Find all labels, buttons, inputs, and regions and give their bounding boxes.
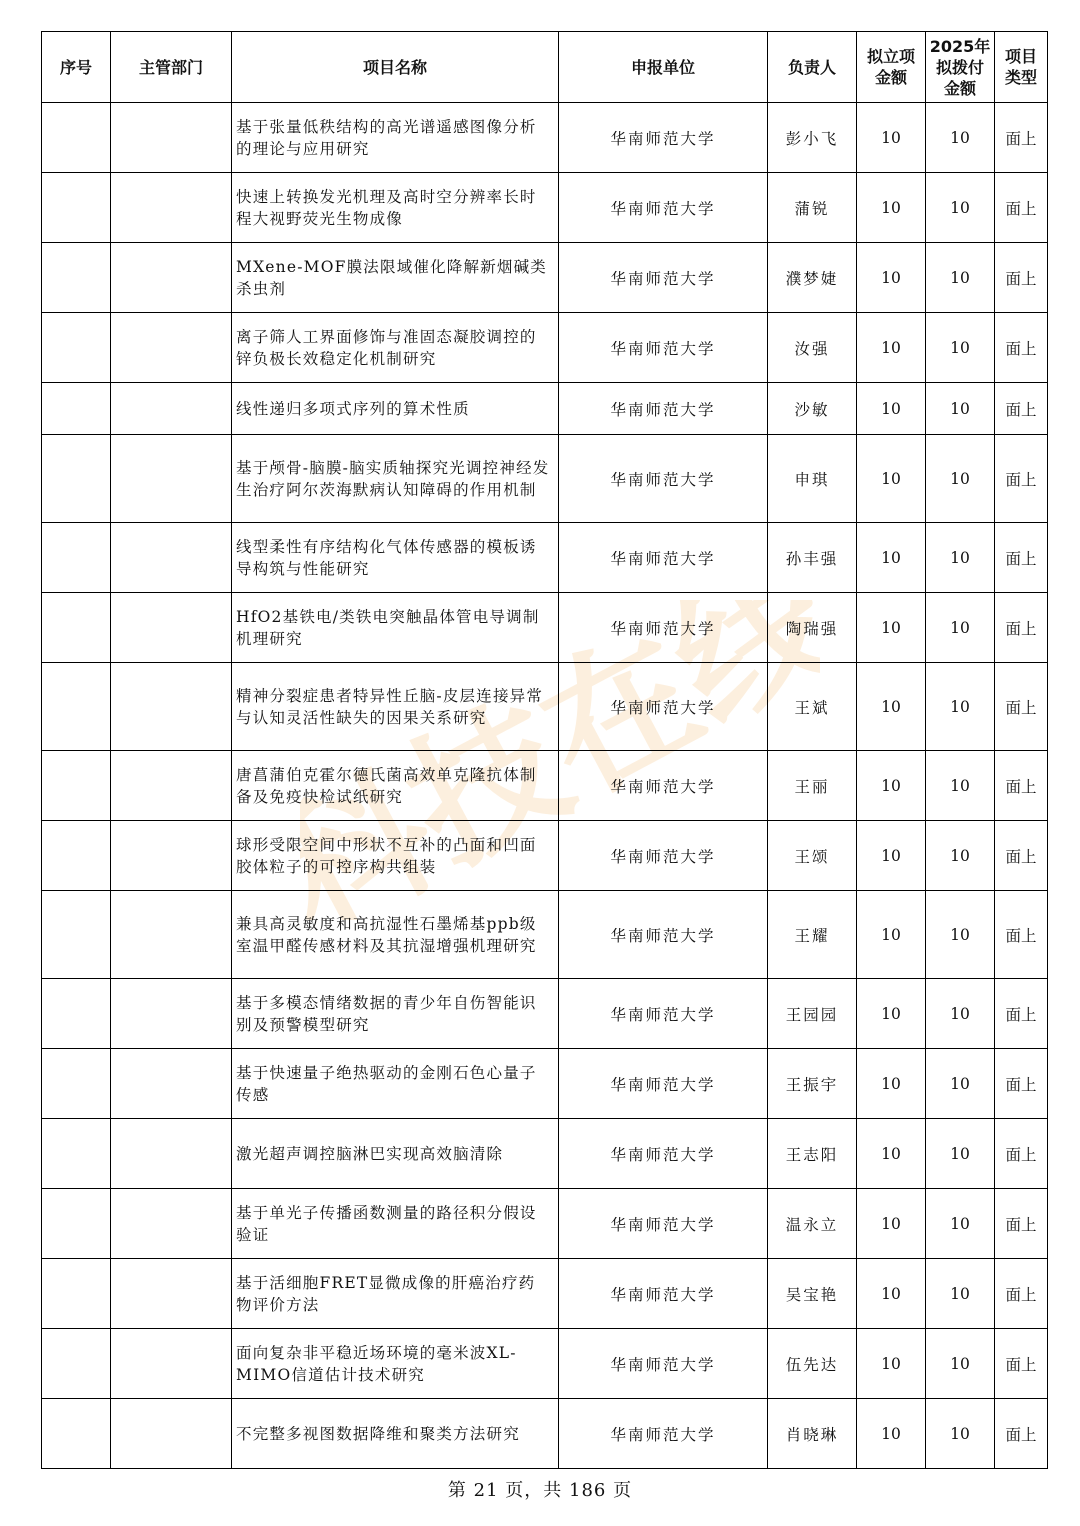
- cell-project-name: 基于单光子传播函数测量的路径积分假设验证: [232, 1189, 559, 1259]
- table-row: [42, 979, 1048, 1049]
- header-type-line2: 类型: [1004, 68, 1037, 87]
- table-row: [42, 173, 1048, 243]
- header-dept: 主管部门: [111, 32, 232, 103]
- cell-index: [42, 1119, 111, 1189]
- cell-index: [42, 173, 111, 243]
- cell-project-name: MXene-MOF膜法限域催化降解新烟碱类杀虫剂: [232, 243, 559, 313]
- cell-pay: 10: [926, 383, 995, 435]
- cell-amount: 10: [857, 1189, 926, 1259]
- cell-amount: 10: [857, 663, 926, 751]
- cell-person: 王园园: [768, 979, 857, 1049]
- cell-dept: [111, 821, 232, 891]
- cell-unit: 华南师范大学: [559, 103, 768, 173]
- cell-pay: 10: [926, 1329, 995, 1399]
- cell-project-name: 快速上转换发光机理及高时空分辨率长时程大视野荧光生物成像: [232, 173, 559, 243]
- table-row: [42, 751, 1048, 821]
- cell-person: 申琪: [768, 435, 857, 523]
- cell-dept: [111, 1049, 232, 1119]
- cell-amount: 10: [857, 1119, 926, 1189]
- cell-dept: [111, 435, 232, 523]
- cell-person: 王丽: [768, 751, 857, 821]
- cell-unit: 华南师范大学: [559, 523, 768, 593]
- cell-person: 沙敏: [768, 383, 857, 435]
- cell-type: 面上: [995, 523, 1048, 593]
- cell-type: 面上: [995, 1049, 1048, 1119]
- cell-type: 面上: [995, 751, 1048, 821]
- cell-index: [42, 383, 111, 435]
- cell-type: 面上: [995, 435, 1048, 523]
- cell-amount: 10: [857, 891, 926, 979]
- cell-index: [42, 103, 111, 173]
- table-row: [42, 1049, 1048, 1119]
- cell-project-name: 离子筛人工界面修饰与准固态凝胶调控的锌负极长效稳定化机制研究: [232, 313, 559, 383]
- cell-person: 王志阳: [768, 1119, 857, 1189]
- table-row: [42, 1329, 1048, 1399]
- cell-person: 王耀: [768, 891, 857, 979]
- cell-dept: [111, 313, 232, 383]
- cell-amount: 10: [857, 523, 926, 593]
- cell-dept: [111, 243, 232, 313]
- cell-type: 面上: [995, 1399, 1048, 1469]
- cell-amount: 10: [857, 1399, 926, 1469]
- cell-person: 孙丰强: [768, 523, 857, 593]
- cell-type: 面上: [995, 1189, 1048, 1259]
- cell-person: 蒲锐: [768, 173, 857, 243]
- cell-type: 面上: [995, 1119, 1048, 1189]
- cell-pay: 10: [926, 1049, 995, 1119]
- header-index: 序号: [42, 32, 111, 103]
- cell-person: 陶瑞强: [768, 593, 857, 663]
- header-pay-line3: 金额: [943, 78, 976, 98]
- project-table: [41, 31, 1048, 1469]
- cell-unit: 华南师范大学: [559, 1329, 768, 1399]
- header-person: 负责人: [768, 32, 857, 103]
- cell-amount: 10: [857, 383, 926, 435]
- cell-unit: 华南师范大学: [559, 313, 768, 383]
- cell-amount: 10: [857, 313, 926, 383]
- cell-unit: 华南师范大学: [559, 173, 768, 243]
- cell-pay: 10: [926, 173, 995, 243]
- cell-unit: 华南师范大学: [559, 1189, 768, 1259]
- cell-unit: 华南师范大学: [559, 1049, 768, 1119]
- table-row: [42, 821, 1048, 891]
- table-row: [42, 103, 1048, 173]
- cell-dept: [111, 383, 232, 435]
- cell-amount: 10: [857, 821, 926, 891]
- header-type: [995, 32, 1048, 103]
- cell-pay: 10: [926, 1259, 995, 1329]
- table-row: [42, 593, 1048, 663]
- table-row: [42, 891, 1048, 979]
- table-header-row: [42, 32, 1048, 103]
- cell-project-name: 激光超声调控脑淋巴实现高效脑清除: [232, 1119, 559, 1189]
- cell-index: [42, 891, 111, 979]
- cell-index: [42, 1399, 111, 1469]
- cell-dept: [111, 593, 232, 663]
- table-row: [42, 523, 1048, 593]
- cell-person: 彭小飞: [768, 103, 857, 173]
- cell-unit: 华南师范大学: [559, 663, 768, 751]
- table-row: [42, 1259, 1048, 1329]
- cell-index: [42, 663, 111, 751]
- table-row: [42, 435, 1048, 523]
- cell-person: 伍先达: [768, 1329, 857, 1399]
- cell-project-name: 基于快速量子绝热驱动的金刚石色心量子传感: [232, 1049, 559, 1119]
- cell-person: 王斌: [768, 663, 857, 751]
- header-unit: 申报单位: [559, 32, 768, 103]
- cell-project-name: 兼具高灵敏度和高抗湿性石墨烯基ppb级室温甲醛传感材料及其抗湿增强机理研究: [232, 891, 559, 979]
- cell-type: 面上: [995, 103, 1048, 173]
- cell-project-name: 基于张量低秩结构的高光谱遥感图像分析的理论与应用研究: [232, 103, 559, 173]
- table-row: [42, 383, 1048, 435]
- cell-project-name: 线性递归多项式序列的算术性质: [232, 383, 559, 435]
- cell-person: 肖晓琳: [768, 1399, 857, 1469]
- cell-unit: 华南师范大学: [559, 1399, 768, 1469]
- cell-dept: [111, 1329, 232, 1399]
- cell-type: 面上: [995, 891, 1048, 979]
- table-row: [42, 1399, 1048, 1469]
- cell-unit: 华南师范大学: [559, 383, 768, 435]
- cell-pay: 10: [926, 751, 995, 821]
- table-row: [42, 243, 1048, 313]
- cell-type: 面上: [995, 593, 1048, 663]
- cell-type: 面上: [995, 383, 1048, 435]
- cell-index: [42, 1259, 111, 1329]
- cell-person: 王颂: [768, 821, 857, 891]
- cell-project-name: 不完整多视图数据降维和聚类方法研究: [232, 1399, 559, 1469]
- cell-unit: 华南师范大学: [559, 593, 768, 663]
- cell-pay: 10: [926, 593, 995, 663]
- cell-pay: 10: [926, 1189, 995, 1259]
- cell-dept: [111, 1259, 232, 1329]
- cell-index: [42, 751, 111, 821]
- cell-index: [42, 435, 111, 523]
- cell-unit: 华南师范大学: [559, 1119, 768, 1189]
- header-amount: [857, 32, 926, 103]
- cell-unit: 华南师范大学: [559, 1259, 768, 1329]
- cell-index: [42, 979, 111, 1049]
- cell-dept: [111, 103, 232, 173]
- table-body: [42, 103, 1048, 1469]
- cell-dept: [111, 1119, 232, 1189]
- cell-project-name: 基于多模态情绪数据的青少年自伤智能识别及预警模型研究: [232, 979, 559, 1049]
- cell-project-name: 面向复杂非平稳近场环境的毫米波XL-MIMO信道估计技术研究: [232, 1329, 559, 1399]
- cell-project-name: 基于活细胞FRET显微成像的肝癌治疗药物评价方法: [232, 1259, 559, 1329]
- table-row: [42, 313, 1048, 383]
- cell-dept: [111, 751, 232, 821]
- cell-type: 面上: [995, 173, 1048, 243]
- cell-amount: 10: [857, 1329, 926, 1399]
- cell-project-name: 唐菖蒲伯克霍尔德氏菌高效单克隆抗体制备及免疫快检试纸研究: [232, 751, 559, 821]
- cell-type: 面上: [995, 243, 1048, 313]
- cell-unit: 华南师范大学: [559, 751, 768, 821]
- cell-dept: [111, 523, 232, 593]
- cell-dept: [111, 1189, 232, 1259]
- cell-index: [42, 243, 111, 313]
- cell-amount: 10: [857, 751, 926, 821]
- cell-person: 汝强: [768, 313, 857, 383]
- cell-pay: 10: [926, 821, 995, 891]
- cell-dept: [111, 173, 232, 243]
- cell-project-name: 基于颅骨-脑膜-脑实质轴探究光调控神经发生治疗阿尔茨海默病认知障碍的作用机制: [232, 435, 559, 523]
- page-footer: 第 21 页，共 186 页: [447, 1480, 633, 1501]
- cell-amount: 10: [857, 435, 926, 523]
- cell-type: 面上: [995, 1329, 1048, 1399]
- cell-person: 温永立: [768, 1189, 857, 1259]
- cell-dept: [111, 891, 232, 979]
- cell-index: [42, 1329, 111, 1399]
- cell-index: [42, 523, 111, 593]
- table-row: [42, 1119, 1048, 1189]
- cell-index: [42, 313, 111, 383]
- cell-unit: 华南师范大学: [559, 891, 768, 979]
- cell-amount: 10: [857, 103, 926, 173]
- cell-person: 濮梦婕: [768, 243, 857, 313]
- cell-amount: 10: [857, 173, 926, 243]
- cell-type: 面上: [995, 1259, 1048, 1329]
- cell-index: [42, 1049, 111, 1119]
- cell-dept: [111, 1399, 232, 1469]
- cell-amount: 10: [857, 979, 926, 1049]
- header-amount-line2: 金额: [874, 68, 907, 87]
- cell-project-name: HfO2基铁电/类铁电突触晶体管电导调制机理研究: [232, 593, 559, 663]
- cell-project-name: 精神分裂症患者特异性丘脑-皮层连接异常与认知灵活性缺失的因果关系研究: [232, 663, 559, 751]
- cell-pay: 10: [926, 313, 995, 383]
- cell-pay: 10: [926, 1119, 995, 1189]
- cell-amount: 10: [857, 1049, 926, 1119]
- cell-pay: 10: [926, 523, 995, 593]
- cell-dept: [111, 979, 232, 1049]
- table-row: [42, 663, 1048, 751]
- cell-dept: [111, 663, 232, 751]
- cell-type: 面上: [995, 313, 1048, 383]
- cell-pay: 10: [926, 1399, 995, 1469]
- cell-amount: 10: [857, 1259, 926, 1329]
- cell-type: 面上: [995, 663, 1048, 751]
- watermark-text: 科技在线: [300, 600, 820, 920]
- cell-amount: 10: [857, 593, 926, 663]
- header-amount-line1: 拟立项: [866, 47, 915, 66]
- header-pay-line2: 拟拨付: [935, 57, 984, 77]
- header-pay-line1: 2025年: [929, 36, 991, 56]
- cell-index: [42, 593, 111, 663]
- cell-unit: 华南师范大学: [559, 243, 768, 313]
- cell-pay: 10: [926, 663, 995, 751]
- cell-pay: 10: [926, 979, 995, 1049]
- cell-pay: 10: [926, 435, 995, 523]
- cell-amount: 10: [857, 243, 926, 313]
- header-project-name: 项目名称: [232, 32, 559, 103]
- cell-pay: 10: [926, 103, 995, 173]
- cell-person: 王振宇: [768, 1049, 857, 1119]
- cell-pay: 10: [926, 891, 995, 979]
- cell-person: 吴宝艳: [768, 1259, 857, 1329]
- cell-type: 面上: [995, 979, 1048, 1049]
- cell-project-name: 线型柔性有序结构化气体传感器的模板诱导构筑与性能研究: [232, 523, 559, 593]
- cell-unit: 华南师范大学: [559, 821, 768, 891]
- cell-pay: 10: [926, 243, 995, 313]
- cell-project-name: 球形受限空间中形状不互补的凸面和凹面胶体粒子的可控序构共组装: [232, 821, 559, 891]
- header-pay: [926, 32, 995, 103]
- cell-index: [42, 821, 111, 891]
- cell-type: 面上: [995, 821, 1048, 891]
- cell-index: [42, 1189, 111, 1259]
- cell-unit: 华南师范大学: [559, 435, 768, 523]
- header-type-line1: 项目: [1004, 47, 1037, 66]
- table-row: [42, 1189, 1048, 1259]
- cell-unit: 华南师范大学: [559, 979, 768, 1049]
